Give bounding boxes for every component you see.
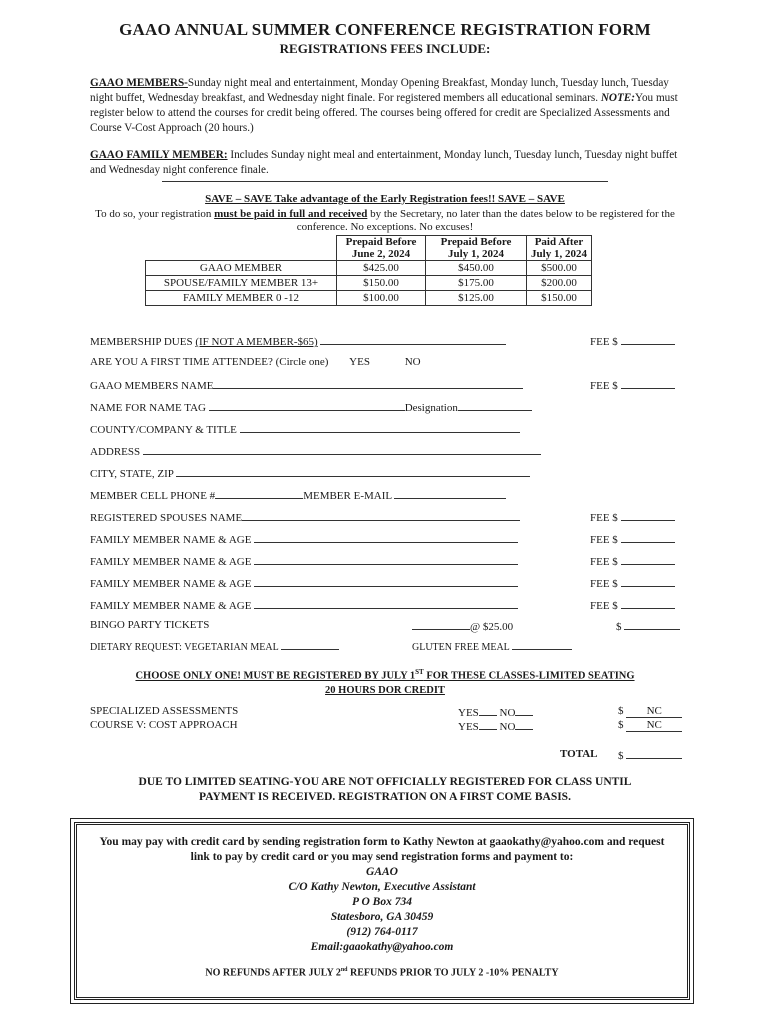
dietary-row: [90, 639, 339, 653]
fee-table-corner: [146, 236, 337, 261]
early-text-bold: must be paid in full and received: [214, 208, 368, 220]
members-name-label: GAAO MEMBERS NAME: [90, 380, 214, 392]
members-text: Sunday night meal and entertainment, Monday Opening Breakfast, Monday lunch, Tuesday lunch, Tuesday night buffet, Wednesday breakfast, and Wednesday night finale. For registered members all educational seminars.: [90, 77, 669, 104]
family-input[interactable]: [254, 576, 518, 587]
county-label: COUNTY/COMPANY & TITLE: [90, 424, 240, 436]
name-tag-row: [90, 400, 532, 414]
address-row: [90, 444, 541, 458]
vegetarian-input[interactable]: [281, 639, 339, 650]
fee-cell: $450.00: [426, 261, 527, 276]
spouses-fee: FEE $: [590, 510, 675, 524]
course-yes-no[interactable]: YES NO: [458, 719, 533, 733]
family-fee: FEE $: [590, 576, 675, 590]
city-row: [90, 466, 530, 480]
family-label: FAMILY MEMBER NAME & AGE: [90, 556, 255, 568]
spouses-label: REGISTERED SPOUSES NAME: [90, 512, 243, 524]
family-input[interactable]: [254, 532, 518, 543]
course-yes-no[interactable]: YES NO: [458, 705, 533, 719]
family-fee-input[interactable]: [621, 554, 675, 565]
family-text: Includes Sunday night meal and entertainment, Monday lunch, Tuesday lunch, Tuesday night buffet and Wednesday night conference finale.: [90, 149, 678, 176]
name-tag-label: NAME FOR NAME TAG: [90, 402, 209, 414]
bingo-fee: $: [616, 619, 680, 633]
first-time-no[interactable]: NO: [404, 356, 421, 368]
first-time-yes[interactable]: YES: [349, 356, 370, 368]
members-name-input[interactable]: [213, 378, 523, 389]
form-title: GAAO ANNUAL SUMMER CONFERENCE REGISTRATION FORM: [119, 20, 651, 39]
course-label: SPECIALIZED ASSESSMENTS: [90, 705, 239, 717]
family-input[interactable]: [254, 554, 518, 565]
refund-policy: NO REFUNDS AFTER JULY 2nd REFUNDS PRIOR TO JULY 2 -10% PENALTY: [205, 967, 559, 979]
note-text: You must register below to attend the courses for credit being offered. The courses being offered for credit are Specialized Assessments and Course V-Cost Approach (20 hours.): [90, 92, 678, 134]
fee-cell: $200.00: [527, 276, 592, 291]
row-label: FAMILY MEMBER 0 -12: [146, 291, 337, 306]
members-fee-input[interactable]: [621, 378, 675, 389]
payment-intro: You may pay with credit card by sending registration form to Kathy Newton at gaaokathy@yahoo.com and request link to pay by credit card or you may send registration forms and payment to:: [99, 836, 665, 863]
cell-input[interactable]: [215, 488, 303, 499]
dues-input-line[interactable]: [320, 334, 506, 345]
family-row: [90, 598, 518, 612]
row-label: GAAO MEMBER: [146, 261, 337, 276]
address-input[interactable]: [143, 444, 541, 455]
total-input[interactable]: [626, 748, 682, 759]
address-label: ADDRESS: [90, 446, 143, 458]
fee-cell: $175.00: [426, 276, 527, 291]
dietary-label: DIETARY REQUEST: VEGETARIAN MEAL: [90, 642, 281, 653]
first-time-row: [90, 356, 421, 368]
dues-note: (IF NOT A MEMBER-$65): [195, 336, 318, 348]
members-paragraph: [90, 76, 690, 136]
fee-cell: $150.00: [527, 291, 592, 306]
save-banner: SAVE – SAVE Take advantage of the Early Registration fees!! SAVE – SAVE: [205, 193, 565, 205]
members-name-fee: FEE $: [590, 378, 675, 392]
city-label: CITY, STATE, ZIP: [90, 468, 177, 480]
payment-email[interactable]: Email:gaaokathy@yahoo.com: [310, 941, 454, 953]
family-label: FAMILY MEMBER NAME & AGE: [90, 578, 255, 590]
bingo-price: @ $25.00: [470, 621, 514, 633]
course-fee: $ NC: [618, 705, 682, 718]
county-row: [90, 422, 520, 436]
first-time-label: ARE YOU A FIRST TIME ATTENDEE? (Circle one): [90, 356, 329, 368]
family-fee: FEE $: [590, 598, 675, 612]
members-name-row: [90, 378, 523, 392]
family-row: [90, 554, 518, 568]
course-fee: $ NC: [618, 719, 682, 732]
bingo-qty: [412, 619, 513, 633]
family-fee-input[interactable]: [621, 532, 675, 543]
family-fee-input[interactable]: [621, 576, 675, 587]
dues-label: MEMBERSHIP DUES: [90, 336, 196, 348]
note-label: NOTE:: [600, 92, 635, 104]
fee-header-june2: Prepaid Before June 2, 2024: [337, 236, 426, 261]
total-field: $: [618, 748, 682, 762]
phone-email-row: [90, 488, 506, 502]
gluten-row: [412, 639, 572, 653]
table-row: [146, 291, 592, 306]
gluten-input[interactable]: [512, 639, 572, 650]
early-registration-note: [85, 208, 685, 234]
family-fee: FEE $: [590, 532, 675, 546]
fee-table-header: [146, 236, 592, 261]
course-label: COURSE V: COST APPROACH: [90, 719, 238, 731]
family-label: GAAO FAMILY MEMBER:: [90, 149, 228, 161]
bingo-row: [90, 619, 209, 631]
email-label: MEMBER E-MAIL: [303, 490, 395, 502]
dues-fee-input[interactable]: [621, 334, 675, 345]
family-paragraph: [90, 148, 690, 178]
city-input[interactable]: [176, 466, 530, 477]
name-tag-input[interactable]: [209, 400, 405, 411]
table-row: [146, 276, 592, 291]
designation-label: Designation: [404, 402, 458, 414]
early-text-1: To do so, your registration: [95, 208, 215, 220]
spouses-input[interactable]: [242, 510, 520, 521]
limited-seating-notice: DUE TO LIMITED SEATING-YOU ARE NOT OFFICIALLY REGISTERED FOR CLASS UNTIL PAYMENT IS RECEIVED. REGISTRATION ON A FIRST COME BASIS.: [138, 776, 632, 803]
table-row: [146, 261, 592, 276]
fee-cell: $125.00: [426, 291, 527, 306]
family-fee: FEE $: [590, 554, 675, 568]
payment-address: GAAO C/O Kathy Newton, Executive Assistant P O Box 734 Statesboro, GA 30459 (912) 764-0117 Email:gaaokathy@yahoo.com: [77, 865, 687, 955]
fee-cell: $425.00: [337, 261, 426, 276]
bingo-label: BINGO PARTY TICKETS: [90, 619, 210, 631]
family-fee-input[interactable]: [621, 598, 675, 609]
family-label: FAMILY MEMBER NAME & AGE: [90, 600, 255, 612]
membership-dues-row: [90, 334, 506, 348]
email-input[interactable]: [394, 488, 506, 499]
early-text-2: by the Secretary, no later than the dates below to be registered for the conference. No exceptions. No excuses!: [296, 208, 675, 233]
family-row: [90, 576, 518, 590]
fee-table: [145, 235, 592, 306]
bingo-qty-input[interactable]: [412, 619, 470, 630]
cell-label: MEMBER CELL PHONE #: [90, 490, 216, 502]
dues-fee: FEE $: [590, 334, 675, 348]
spouses-fee-input[interactable]: [621, 510, 675, 521]
choose-one-heading: CHOOSE ONLY ONE! MUST BE REGISTERED BY JULY 1ST FOR THESE CLASSES-LIMITED SEATING 20 HOURS DOR CREDIT: [135, 668, 635, 696]
fee-header-after-july1: Paid After July 1, 2024: [527, 236, 592, 261]
designation-input[interactable]: [458, 400, 532, 411]
fee-cell: $100.00: [337, 291, 426, 306]
fees-include-heading: REGISTRATIONS FEES INCLUDE:: [279, 41, 491, 56]
fee-cell: $500.00: [527, 261, 592, 276]
gluten-label: GLUTEN FREE MEAL: [412, 642, 512, 653]
row-label: SPOUSE/FAMILY MEMBER 13+: [146, 276, 337, 291]
family-row: [90, 532, 518, 546]
divider: [162, 181, 608, 182]
payment-box: [74, 822, 690, 1000]
total-label: TOTAL: [560, 748, 598, 760]
fee-cell: $150.00: [337, 276, 426, 291]
family-input[interactable]: [254, 598, 518, 609]
members-label: GAAO MEMBERS-: [90, 77, 188, 89]
fee-header-july1: Prepaid Before July 1, 2024: [426, 236, 527, 261]
spouses-row: [90, 510, 520, 524]
family-label: FAMILY MEMBER NAME & AGE: [90, 534, 255, 546]
bingo-fee-input[interactable]: [624, 619, 680, 630]
county-input[interactable]: [240, 422, 520, 433]
